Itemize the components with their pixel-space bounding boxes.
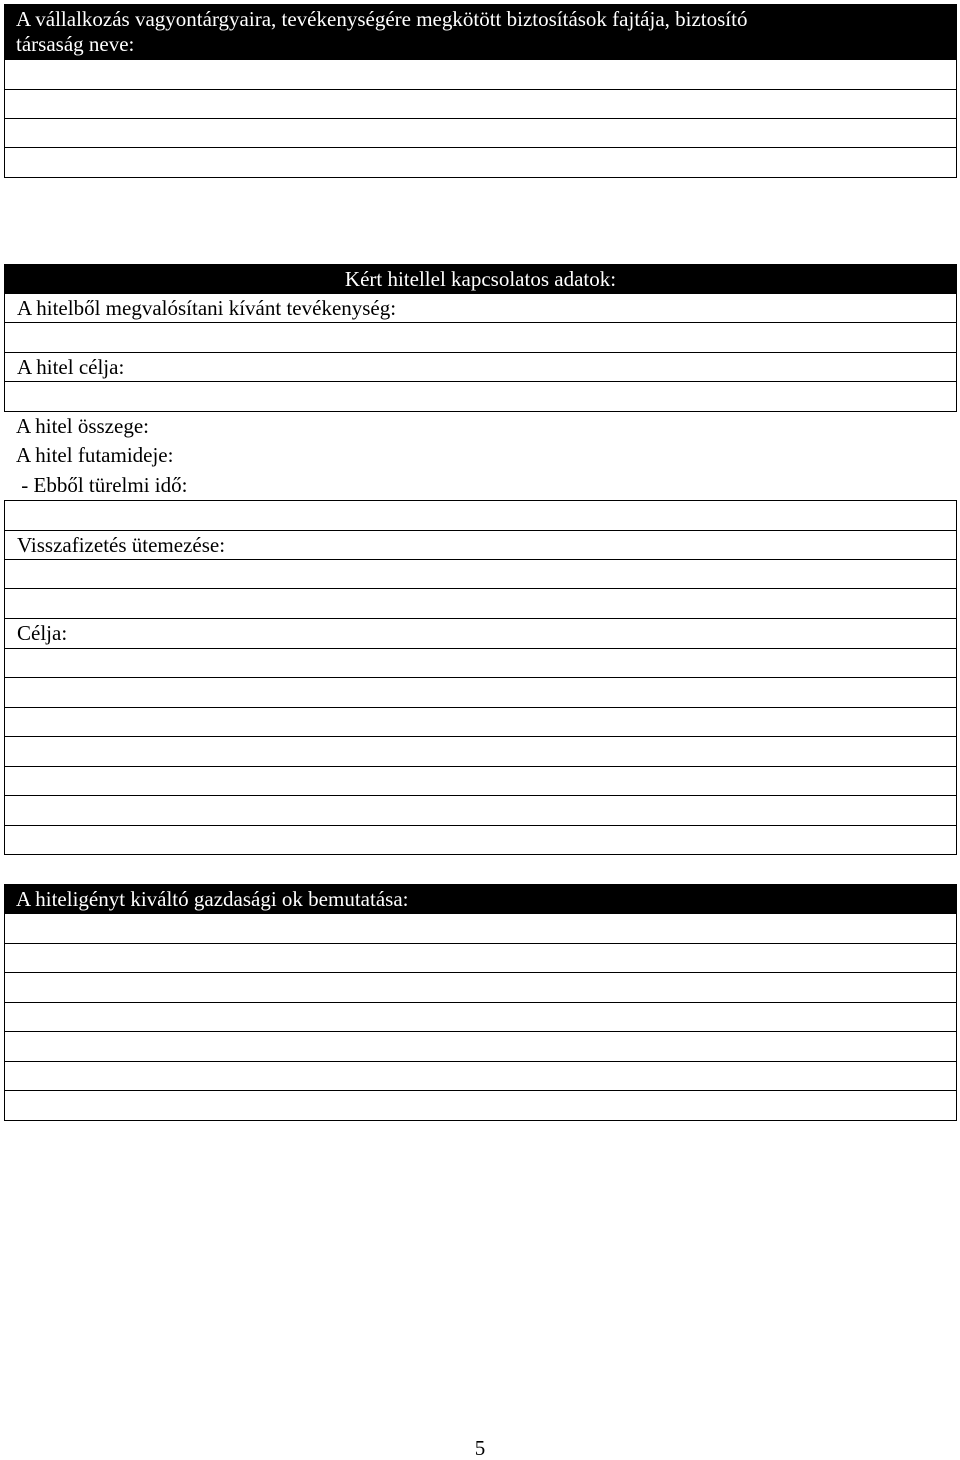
repayment-label-row [4, 531, 957, 560]
insurance-input-row[interactable] [4, 148, 957, 178]
economic-reason-section-title: A hiteligényt kiváltó gazdasági ok bemutatása: [16, 887, 409, 911]
activity-label: A hitelből megvalósítani kívánt tevékenység: [17, 296, 397, 320]
goal-input-row[interactable] [4, 826, 957, 855]
activity-input-row[interactable] [4, 323, 957, 353]
amount-label: A hitel összege: [16, 414, 149, 438]
term-label: A hitel futamideje: [16, 443, 174, 467]
insurance-section-header [4, 4, 957, 60]
amount-label-row [4, 412, 957, 441]
repayment-label: Visszafizetés ütemezése: [17, 533, 226, 557]
loan-data-section-header [4, 264, 957, 294]
insurance-input-row[interactable] [4, 119, 957, 148]
purpose-label-row [4, 353, 957, 382]
grace-label-row [4, 471, 957, 501]
economic-reason-input-row[interactable] [4, 1062, 957, 1091]
economic-reason-input-row[interactable] [4, 973, 957, 1003]
goal-label-row [4, 619, 957, 649]
insurance-input-row[interactable] [4, 60, 957, 90]
goal-input-row[interactable] [4, 796, 957, 826]
goal-input-row[interactable] [4, 649, 957, 678]
insurance-section-title-line1: A vállalkozás vagyontárgyaira, tevékenységére megkötött biztosítások fajtája, biztosító [16, 7, 748, 31]
goal-input-row[interactable] [4, 737, 957, 767]
economic-reason-input-row[interactable] [4, 914, 957, 944]
goal-label: Célja: [17, 621, 68, 645]
insurance-section-title-line2: társaság neve: [16, 32, 135, 56]
term-label-row [4, 441, 957, 471]
economic-reason-section-header [4, 884, 957, 914]
economic-reason-input-row[interactable] [4, 944, 957, 973]
grace-period-label: - Ebből türelmi idő: [16, 473, 188, 497]
grace-input-row[interactable] [4, 501, 957, 531]
goal-input-row[interactable] [4, 678, 957, 708]
loan-data-section-title: Kért hitellel kapcsolatos adatok: [344, 267, 617, 291]
page-number: 5 [474, 1436, 486, 1460]
activity-label-row [4, 294, 957, 323]
economic-reason-input-row[interactable] [4, 1091, 957, 1121]
repayment-input-row[interactable] [4, 589, 957, 619]
insurance-input-row[interactable] [4, 90, 957, 119]
purpose-label: A hitel célja: [17, 355, 125, 379]
purpose-input-row[interactable] [4, 382, 957, 412]
repayment-input-row[interactable] [4, 560, 957, 589]
economic-reason-input-row[interactable] [4, 1003, 957, 1032]
goal-input-row[interactable] [4, 708, 957, 737]
goal-input-row[interactable] [4, 767, 957, 796]
economic-reason-input-row[interactable] [4, 1032, 957, 1062]
